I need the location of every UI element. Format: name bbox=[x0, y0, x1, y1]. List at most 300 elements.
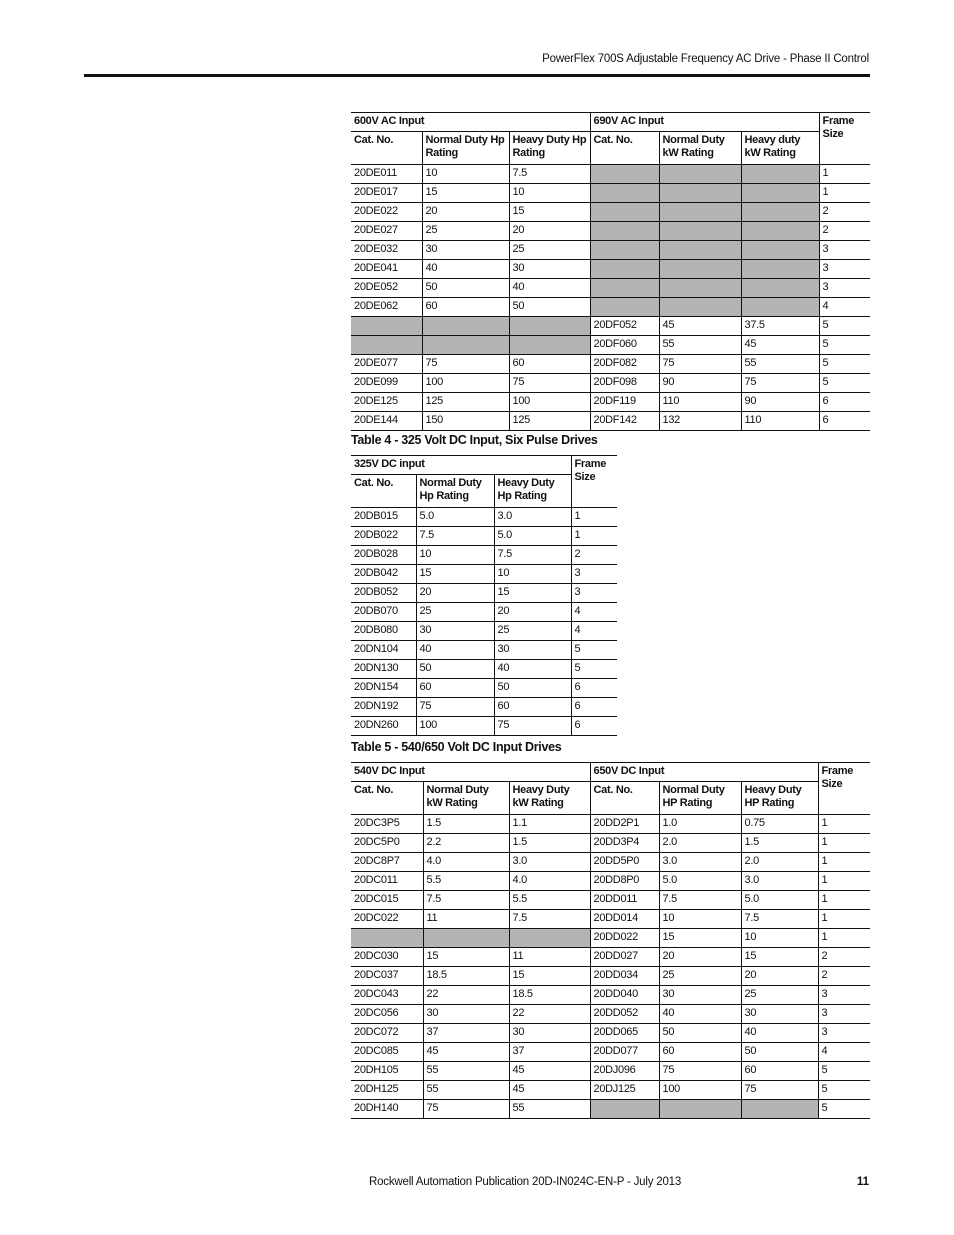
table-cell: 20DB042 bbox=[351, 565, 416, 584]
table-cell: 20 bbox=[416, 584, 494, 603]
table-row bbox=[351, 203, 870, 222]
table-row bbox=[351, 929, 870, 948]
table-row bbox=[351, 872, 870, 891]
table-cell: 50 bbox=[509, 298, 590, 317]
table-row bbox=[351, 527, 617, 546]
table-cell: 15 bbox=[416, 565, 494, 584]
table-cell: 18.5 bbox=[509, 986, 590, 1005]
frame-size-cell: 2 bbox=[819, 203, 870, 222]
table-cell: 60 bbox=[416, 679, 494, 698]
table-row bbox=[351, 336, 870, 355]
table-cell: 20DF082 bbox=[590, 355, 659, 374]
col-header: Cat. No. bbox=[590, 782, 659, 815]
table-cell bbox=[351, 317, 422, 336]
table-cell: 37.5 bbox=[741, 317, 819, 336]
table-row bbox=[351, 698, 617, 717]
table-cell: 20DD065 bbox=[590, 1024, 659, 1043]
table-cell bbox=[509, 336, 590, 355]
table-cell: 75 bbox=[416, 698, 494, 717]
table-cell: 20DE032 bbox=[351, 241, 422, 260]
table-cell: 20DD3P4 bbox=[590, 834, 659, 853]
table-cell: 5.0 bbox=[494, 527, 571, 546]
table-cell bbox=[590, 1100, 659, 1119]
table-cell: 15 bbox=[422, 184, 509, 203]
table-row bbox=[351, 967, 870, 986]
table-row bbox=[351, 241, 870, 260]
table-cell: 20DF142 bbox=[590, 412, 659, 431]
table-row bbox=[351, 317, 870, 336]
col-header: Normal Duty kW Rating bbox=[423, 782, 509, 815]
table-cell: 20DN130 bbox=[351, 660, 416, 679]
table-row bbox=[351, 910, 870, 929]
table-cell bbox=[659, 222, 741, 241]
table-row bbox=[351, 1062, 870, 1081]
dc-325v-ratings-table bbox=[351, 455, 617, 736]
table-cell: 20DD2P1 bbox=[590, 815, 659, 834]
table-cell: 55 bbox=[659, 336, 741, 355]
table-cell: 7.5 bbox=[423, 891, 509, 910]
dc-540-650v-ratings-table bbox=[351, 762, 870, 1119]
table-row bbox=[351, 165, 870, 184]
table-cell: 40 bbox=[494, 660, 571, 679]
table-cell: 5.0 bbox=[416, 508, 494, 527]
table-cell bbox=[590, 241, 659, 260]
table-cell bbox=[741, 298, 819, 317]
table-cell bbox=[590, 298, 659, 317]
table-cell: 60 bbox=[509, 355, 590, 374]
frame-size-header: Frame Size bbox=[818, 763, 870, 815]
table-cell: 20DB052 bbox=[351, 584, 416, 603]
table-cell bbox=[741, 184, 819, 203]
table-cell: 7.5 bbox=[659, 891, 741, 910]
col-header: Normal Duty HP Rating bbox=[659, 782, 741, 815]
table-row bbox=[351, 1024, 870, 1043]
frame-size-cell: 4 bbox=[818, 1043, 870, 1062]
table-row bbox=[351, 565, 617, 584]
table-cell: 22 bbox=[509, 1005, 590, 1024]
page-number: 11 bbox=[856, 1176, 869, 1188]
table-cell: 15 bbox=[741, 948, 818, 967]
table-cell: 5.5 bbox=[509, 891, 590, 910]
frame-size-cell: 5 bbox=[819, 336, 870, 355]
table-cell: 20DD5P0 bbox=[590, 853, 659, 872]
table-cell: 1.5 bbox=[509, 834, 590, 853]
table-row bbox=[351, 986, 870, 1005]
table-cell: 20DH125 bbox=[351, 1081, 423, 1100]
table-cell: 20DC3P5 bbox=[351, 815, 423, 834]
table-cell: 50 bbox=[422, 279, 509, 298]
table-cell: 20DD052 bbox=[590, 1005, 659, 1024]
table-cell: 7.5 bbox=[509, 165, 590, 184]
table-cell: 30 bbox=[423, 1005, 509, 1024]
table-cell: 25 bbox=[422, 222, 509, 241]
table-cell: 75 bbox=[509, 374, 590, 393]
table-row bbox=[351, 679, 617, 698]
frame-size-header: Frame Size bbox=[571, 456, 617, 508]
group-header-650v: 650V DC Input bbox=[590, 763, 818, 782]
col-header: Heavy duty kW Rating bbox=[741, 132, 819, 165]
table-cell: 60 bbox=[422, 298, 509, 317]
publication-footer: Rockwell Automation Publication 20D-IN024C-EN-P - July 2013 bbox=[369, 1176, 682, 1188]
col-header: Normal Duty Hp Rating bbox=[416, 475, 494, 508]
table-cell: 10 bbox=[659, 910, 741, 929]
table-cell: 60 bbox=[659, 1043, 741, 1062]
frame-size-cell: 6 bbox=[571, 679, 617, 698]
frame-size-cell: 3 bbox=[818, 986, 870, 1005]
col-header: Cat. No. bbox=[351, 782, 423, 815]
table-cell: 20DD034 bbox=[590, 967, 659, 986]
table-cell: 37 bbox=[423, 1024, 509, 1043]
table-row bbox=[351, 508, 617, 527]
table-cell: 30 bbox=[509, 1024, 590, 1043]
table-cell: 100 bbox=[509, 393, 590, 412]
table-cell bbox=[422, 317, 509, 336]
table-row bbox=[351, 815, 870, 834]
table-cell: 50 bbox=[416, 660, 494, 679]
table-cell bbox=[741, 203, 819, 222]
header-rule bbox=[84, 74, 870, 77]
table-cell: 5.5 bbox=[423, 872, 509, 891]
frame-size-cell: 1 bbox=[818, 853, 870, 872]
table-row bbox=[351, 1081, 870, 1100]
table-row bbox=[351, 298, 870, 317]
frame-size-cell: 5 bbox=[819, 355, 870, 374]
frame-size-cell: 1 bbox=[819, 184, 870, 203]
group-header-690v: 690V AC Input bbox=[590, 113, 819, 132]
table-cell bbox=[659, 184, 741, 203]
table-cell: 125 bbox=[509, 412, 590, 431]
table-cell: 5.0 bbox=[741, 891, 818, 910]
table-cell: 20DN154 bbox=[351, 679, 416, 698]
table-row bbox=[351, 184, 870, 203]
table-cell bbox=[741, 222, 819, 241]
table-row bbox=[351, 393, 870, 412]
table-cell bbox=[590, 222, 659, 241]
frame-size-cell: 2 bbox=[818, 948, 870, 967]
table-cell: 100 bbox=[416, 717, 494, 736]
table-cell: 15 bbox=[509, 203, 590, 222]
table-cell: 20DF052 bbox=[590, 317, 659, 336]
col-header: Cat. No. bbox=[351, 475, 416, 508]
table-cell: 20 bbox=[741, 967, 818, 986]
frame-size-cell: 3 bbox=[818, 1005, 870, 1024]
col-header: Normal Duty Hp Rating bbox=[422, 132, 509, 165]
table-cell: 20DB070 bbox=[351, 603, 416, 622]
table-cell: 75 bbox=[741, 374, 819, 393]
table-cell: 55 bbox=[741, 355, 819, 374]
table-row bbox=[351, 584, 617, 603]
table-cell: 55 bbox=[509, 1100, 590, 1119]
table-cell: 20DD022 bbox=[590, 929, 659, 948]
table-cell: 20DE011 bbox=[351, 165, 422, 184]
table-cell: 15 bbox=[423, 948, 509, 967]
table-row bbox=[351, 412, 870, 431]
table-cell: 1.1 bbox=[509, 815, 590, 834]
table-cell: 20DB022 bbox=[351, 527, 416, 546]
table-cell: 20DB028 bbox=[351, 546, 416, 565]
frame-size-cell: 5 bbox=[818, 1081, 870, 1100]
table-cell bbox=[423, 929, 509, 948]
table-cell: 90 bbox=[659, 374, 741, 393]
table-cell: 20DC056 bbox=[351, 1005, 423, 1024]
table-cell: 20DE052 bbox=[351, 279, 422, 298]
table-cell: 55 bbox=[423, 1081, 509, 1100]
table-row bbox=[351, 834, 870, 853]
frame-size-cell: 6 bbox=[571, 717, 617, 736]
table-cell: 20DE041 bbox=[351, 260, 422, 279]
table-cell: 3.0 bbox=[494, 508, 571, 527]
table-cell: 20DD027 bbox=[590, 948, 659, 967]
table-cell bbox=[741, 165, 819, 184]
table-row bbox=[351, 660, 617, 679]
frame-size-cell: 5 bbox=[571, 660, 617, 679]
table-cell: 25 bbox=[494, 622, 571, 641]
frame-size-cell: 5 bbox=[819, 317, 870, 336]
table-cell: 20DC011 bbox=[351, 872, 423, 891]
frame-size-cell: 1 bbox=[818, 910, 870, 929]
table-cell: 7.5 bbox=[509, 910, 590, 929]
table-body bbox=[351, 815, 870, 1119]
frame-size-cell: 5 bbox=[819, 374, 870, 393]
table-cell: 125 bbox=[422, 393, 509, 412]
table-cell: 40 bbox=[659, 1005, 741, 1024]
table-cell: 132 bbox=[659, 412, 741, 431]
table-cell: 100 bbox=[659, 1081, 741, 1100]
table-cell: 3.0 bbox=[509, 853, 590, 872]
ac-input-ratings-table bbox=[351, 112, 870, 431]
frame-size-cell: 3 bbox=[819, 241, 870, 260]
running-header: PowerFlex 700S Adjustable Frequency AC Drive - Phase II Control bbox=[542, 53, 869, 65]
table-cell: 45 bbox=[509, 1081, 590, 1100]
table-cell: 22 bbox=[423, 986, 509, 1005]
table-cell: 15 bbox=[659, 929, 741, 948]
table-cell: 20DC022 bbox=[351, 910, 423, 929]
frame-size-cell: 2 bbox=[571, 546, 617, 565]
table-cell: 18.5 bbox=[423, 967, 509, 986]
table-cell: 20DN192 bbox=[351, 698, 416, 717]
table-row bbox=[351, 622, 617, 641]
table-cell: 20 bbox=[509, 222, 590, 241]
frame-size-cell: 1 bbox=[818, 872, 870, 891]
table-cell: 90 bbox=[741, 393, 819, 412]
table-cell: 5.0 bbox=[659, 872, 741, 891]
col-header: Heavy Duty HP Rating bbox=[741, 782, 818, 815]
table-row bbox=[351, 1100, 870, 1119]
table-cell: 20DD040 bbox=[590, 986, 659, 1005]
table-cell: 50 bbox=[741, 1043, 818, 1062]
table-cell: 20DJ096 bbox=[590, 1062, 659, 1081]
col-header: Heavy Duty Hp Rating bbox=[494, 475, 571, 508]
table-row bbox=[351, 1005, 870, 1024]
table-cell: 20DE144 bbox=[351, 412, 422, 431]
frame-size-cell: 3 bbox=[571, 584, 617, 603]
frame-size-cell: 1 bbox=[818, 815, 870, 834]
table-cell: 11 bbox=[509, 948, 590, 967]
frame-size-cell: 6 bbox=[819, 412, 870, 431]
table-cell: 25 bbox=[416, 603, 494, 622]
table-cell bbox=[590, 165, 659, 184]
table-cell: 2.0 bbox=[741, 853, 818, 872]
table-cell bbox=[659, 279, 741, 298]
table-cell bbox=[659, 1100, 741, 1119]
table-cell: 25 bbox=[509, 241, 590, 260]
table-cell: 20DE062 bbox=[351, 298, 422, 317]
table-cell bbox=[590, 279, 659, 298]
table-cell: 20DE099 bbox=[351, 374, 422, 393]
table-cell bbox=[590, 184, 659, 203]
table-cell: 20DC043 bbox=[351, 986, 423, 1005]
table-row bbox=[351, 546, 617, 565]
frame-size-cell: 4 bbox=[571, 622, 617, 641]
table-cell: 75 bbox=[659, 355, 741, 374]
table-cell bbox=[509, 317, 590, 336]
table-cell: 40 bbox=[422, 260, 509, 279]
table-cell: 15 bbox=[509, 967, 590, 986]
table-row bbox=[351, 891, 870, 910]
table-cell: 10 bbox=[741, 929, 818, 948]
table-cell: 4.0 bbox=[423, 853, 509, 872]
frame-size-cell: 3 bbox=[818, 1024, 870, 1043]
frame-size-cell: 2 bbox=[819, 222, 870, 241]
frame-size-cell: 6 bbox=[819, 393, 870, 412]
table-cell: 30 bbox=[659, 986, 741, 1005]
table-cell: 75 bbox=[494, 717, 571, 736]
frame-size-cell: 3 bbox=[571, 565, 617, 584]
table-cell: 110 bbox=[659, 393, 741, 412]
col-header: Cat. No. bbox=[590, 132, 659, 165]
col-header: Heavy Duty kW Rating bbox=[509, 782, 590, 815]
table-cell bbox=[741, 241, 819, 260]
frame-size-cell: 4 bbox=[571, 603, 617, 622]
table-cell: 2.0 bbox=[659, 834, 741, 853]
table-cell: 75 bbox=[659, 1062, 741, 1081]
table-cell: 100 bbox=[422, 374, 509, 393]
table-row bbox=[351, 717, 617, 736]
frame-size-cell: 1 bbox=[818, 834, 870, 853]
table-cell: 45 bbox=[659, 317, 741, 336]
table-cell: 40 bbox=[416, 641, 494, 660]
group-header-540v: 540V DC Input bbox=[351, 763, 590, 782]
table-body bbox=[351, 508, 617, 736]
table-cell bbox=[741, 279, 819, 298]
table-cell: 75 bbox=[741, 1081, 818, 1100]
group-header-325v: 325V DC input bbox=[351, 456, 571, 475]
table-cell: 20DC8P7 bbox=[351, 853, 423, 872]
table-cell: 1.0 bbox=[659, 815, 741, 834]
table-cell: 2.2 bbox=[423, 834, 509, 853]
table-cell bbox=[351, 929, 423, 948]
table-cell: 7.5 bbox=[416, 527, 494, 546]
table-cell: 20DB080 bbox=[351, 622, 416, 641]
table-row bbox=[351, 641, 617, 660]
table-cell: 20DD077 bbox=[590, 1043, 659, 1062]
table-row bbox=[351, 948, 870, 967]
table-cell bbox=[659, 260, 741, 279]
frame-size-cell: 1 bbox=[818, 929, 870, 948]
table-cell: 20DE077 bbox=[351, 355, 422, 374]
table-cell: 20DD011 bbox=[590, 891, 659, 910]
table-cell: 20DF060 bbox=[590, 336, 659, 355]
frame-size-cell: 1 bbox=[819, 165, 870, 184]
table-cell: 20DE027 bbox=[351, 222, 422, 241]
table-cell bbox=[509, 929, 590, 948]
table-row bbox=[351, 853, 870, 872]
frame-size-cell: 6 bbox=[571, 698, 617, 717]
table-cell: 20DD8P0 bbox=[590, 872, 659, 891]
table-cell: 45 bbox=[509, 1062, 590, 1081]
table-cell: 55 bbox=[423, 1062, 509, 1081]
table-cell: 20DD014 bbox=[590, 910, 659, 929]
table-cell: 20 bbox=[659, 948, 741, 967]
table-cell: 30 bbox=[494, 641, 571, 660]
table-cell: 25 bbox=[741, 986, 818, 1005]
table-cell: 75 bbox=[423, 1100, 509, 1119]
table-cell: 3.0 bbox=[741, 872, 818, 891]
table-cell bbox=[422, 336, 509, 355]
table-cell: 20DJ125 bbox=[590, 1081, 659, 1100]
table-cell: 20DF098 bbox=[590, 374, 659, 393]
col-header: Cat. No. bbox=[351, 132, 422, 165]
table-cell: 10 bbox=[416, 546, 494, 565]
frame-size-cell: 3 bbox=[819, 260, 870, 279]
table-cell: 20DC5P0 bbox=[351, 834, 423, 853]
col-header: Heavy Duty Hp Rating bbox=[509, 132, 590, 165]
table-body bbox=[351, 165, 870, 431]
table-cell bbox=[351, 336, 422, 355]
table-cell: 20DE022 bbox=[351, 203, 422, 222]
table-row bbox=[351, 603, 617, 622]
table-row bbox=[351, 260, 870, 279]
table-cell: 20DF119 bbox=[590, 393, 659, 412]
table-cell bbox=[590, 203, 659, 222]
table-cell: 20DN260 bbox=[351, 717, 416, 736]
table-cell: 3.0 bbox=[659, 853, 741, 872]
table-cell: 20DH140 bbox=[351, 1100, 423, 1119]
table-cell: 7.5 bbox=[494, 546, 571, 565]
table-row bbox=[351, 1043, 870, 1062]
table-cell bbox=[590, 260, 659, 279]
frame-size-cell: 5 bbox=[571, 641, 617, 660]
table-row bbox=[351, 374, 870, 393]
table-cell: 110 bbox=[741, 412, 819, 431]
table-cell: 20DH105 bbox=[351, 1062, 423, 1081]
table-cell: 7.5 bbox=[741, 910, 818, 929]
table-row bbox=[351, 355, 870, 374]
frame-size-cell: 2 bbox=[818, 967, 870, 986]
table-cell: 20DE125 bbox=[351, 393, 422, 412]
table-cell: 20DC037 bbox=[351, 967, 423, 986]
frame-size-cell: 1 bbox=[571, 508, 617, 527]
table-cell bbox=[741, 260, 819, 279]
frame-size-cell: 4 bbox=[819, 298, 870, 317]
table-cell: 10 bbox=[422, 165, 509, 184]
table-cell: 50 bbox=[659, 1024, 741, 1043]
table-cell: 10 bbox=[494, 565, 571, 584]
table-cell: 4.0 bbox=[509, 872, 590, 891]
frame-size-header: Frame Size bbox=[819, 113, 870, 165]
table-cell: 150 bbox=[422, 412, 509, 431]
frame-size-cell: 1 bbox=[818, 891, 870, 910]
table-cell: 20 bbox=[494, 603, 571, 622]
table-cell bbox=[659, 165, 741, 184]
table-cell bbox=[659, 203, 741, 222]
col-header: Normal Duty kW Rating bbox=[659, 132, 741, 165]
frame-size-cell: 1 bbox=[571, 527, 617, 546]
table-cell: 30 bbox=[422, 241, 509, 260]
table-cell: 11 bbox=[423, 910, 509, 929]
table-cell: 30 bbox=[509, 260, 590, 279]
table-cell: 40 bbox=[509, 279, 590, 298]
